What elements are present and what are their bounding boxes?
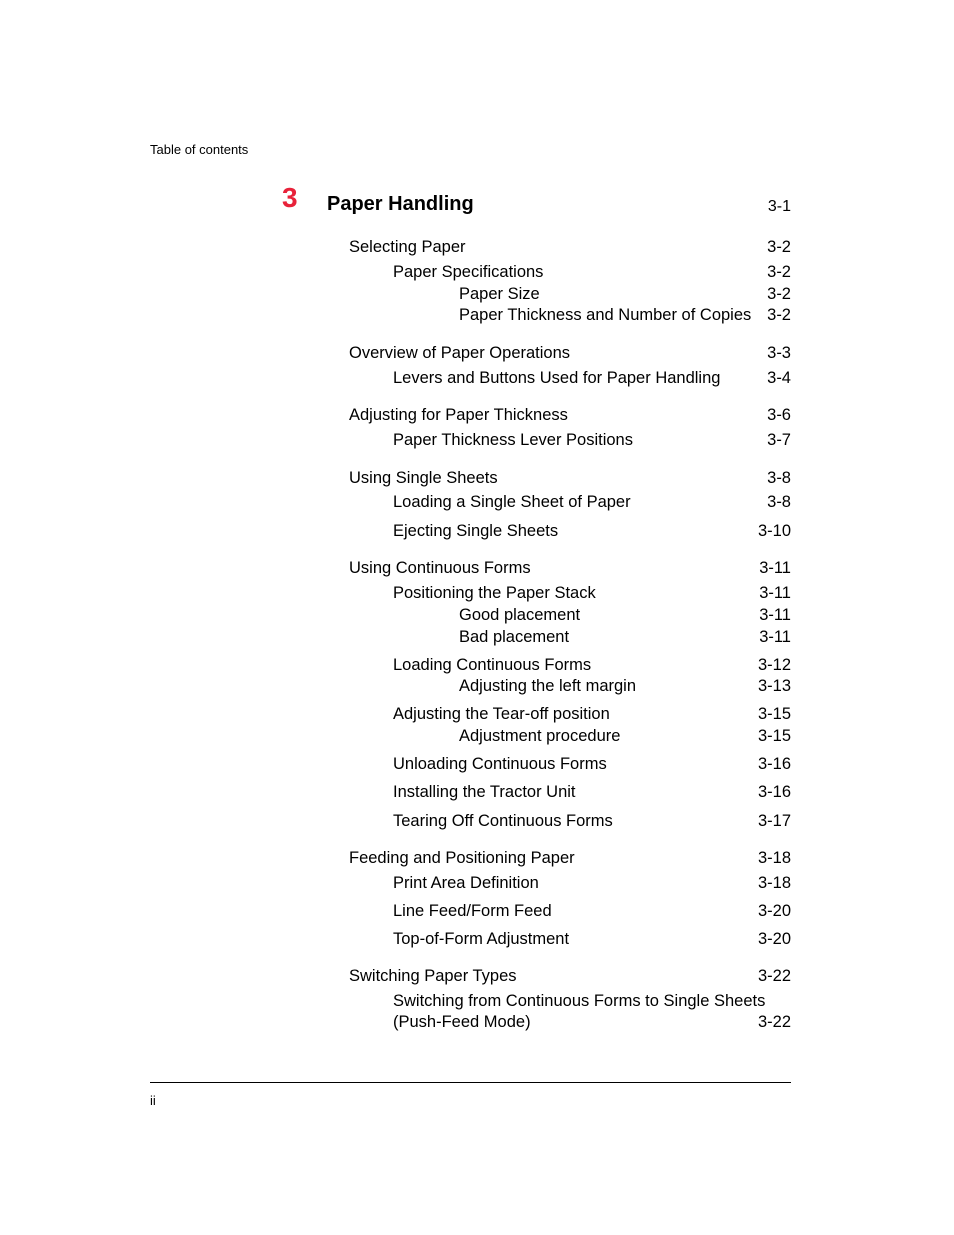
- toc-entry[interactable]: [393, 706, 791, 726]
- toc-entry-page: 3-16: [757, 755, 791, 773]
- toc-entry-label: (Push-Feed Mode): [393, 1013, 531, 1031]
- toc-entry[interactable]: [393, 523, 791, 543]
- toc-entry-page: 3-15: [757, 705, 791, 723]
- toc-entry[interactable]: [459, 678, 791, 698]
- toc-entry-label: Adjusting for Paper Thickness: [349, 406, 568, 424]
- toc-entry[interactable]: [393, 756, 791, 776]
- toc-entry[interactable]: [393, 432, 791, 452]
- toc-entry-page: 3-16: [757, 783, 791, 801]
- toc-entry-label: Positioning the Paper Stack: [393, 584, 596, 602]
- toc-entry[interactable]: [349, 560, 791, 580]
- toc-entry-label: Unloading Continuous Forms: [393, 755, 607, 773]
- toc-entry[interactable]: [459, 286, 791, 306]
- toc-entry-page: 3-12: [757, 656, 791, 674]
- toc-entry-page: 3-2: [767, 285, 791, 303]
- toc-entry[interactable]: [393, 903, 791, 923]
- toc-entry-page: 3-20: [757, 930, 791, 948]
- toc-entry-page: 3-20: [757, 902, 791, 920]
- toc-entry-page: 3-6: [767, 406, 791, 424]
- toc-entry-label: Paper Specifications: [393, 263, 544, 281]
- toc-entry-label: Bad placement: [459, 628, 570, 646]
- toc-entry[interactable]: [393, 784, 791, 804]
- toc-entry-label: Loading Continuous Forms: [393, 656, 592, 674]
- toc-entry-page: 3-2: [767, 238, 791, 256]
- toc-entry-page: 3-10: [757, 522, 791, 540]
- toc-entry-page: 3-7: [767, 431, 791, 449]
- toc-entry[interactable]: [393, 1014, 791, 1034]
- toc-entry-label: Switching Paper Types: [349, 967, 517, 985]
- toc-entry-page: 3-13: [757, 677, 791, 695]
- toc-entry-label: Tearing Off Continuous Forms: [393, 812, 613, 830]
- toc-entry[interactable]: [393, 657, 791, 677]
- toc-entry-page: 3-8: [767, 469, 791, 487]
- toc-entry[interactable]: [393, 494, 791, 514]
- toc-entry[interactable]: [459, 629, 791, 649]
- toc-entry-label: Print Area Definition: [393, 874, 539, 892]
- toc-entry[interactable]: [459, 728, 791, 748]
- toc-entry[interactable]: [349, 345, 791, 365]
- chapter-title[interactable]: Paper Handling: [327, 193, 474, 215]
- toc-entry-page: 3-22: [757, 967, 791, 985]
- toc-entry-label: Top-of-Form Adjustment: [393, 930, 570, 948]
- toc-entry-page: 3-4: [767, 369, 791, 387]
- toc-entry-page: 3-11: [759, 628, 791, 646]
- toc-entry-label: Paper Thickness Lever Positions: [393, 431, 633, 449]
- toc-entry-label: Selecting Paper: [349, 238, 466, 256]
- toc-entry[interactable]: [393, 875, 791, 895]
- toc-entry-label: Paper Thickness and Number of Copies: [459, 306, 752, 324]
- toc-entry-label: Line Feed/Form Feed: [393, 902, 552, 920]
- toc-entry[interactable]: [393, 585, 791, 605]
- toc-entry-page: 3-3: [767, 344, 791, 362]
- toc-entry-label: Paper Size: [459, 285, 540, 303]
- toc-entry[interactable]: [349, 407, 791, 427]
- toc-entry-label: Overview of Paper Operations: [349, 344, 571, 362]
- toc-entry-label: Adjusting the left margin: [459, 677, 637, 695]
- toc-entry-label: Feeding and Positioning Paper: [349, 849, 575, 867]
- toc-entry-page: 3-18: [757, 874, 791, 892]
- chapter-page-number: 3-1: [767, 198, 791, 215]
- toc-entry-page: 3-2: [767, 263, 791, 281]
- toc-entry-page: 3-2: [767, 306, 791, 324]
- toc-entry-label: Adjusting the Tear-off position: [393, 705, 610, 723]
- toc-entry-page: 3-11: [759, 559, 791, 577]
- toc-entry[interactable]: [349, 239, 791, 259]
- toc-entry[interactable]: [459, 607, 791, 627]
- toc-entry[interactable]: [393, 813, 791, 833]
- toc-entry-label: Loading a Single Sheet of Paper: [393, 493, 631, 511]
- footer-divider: [150, 1082, 791, 1083]
- toc-entry[interactable]: [459, 307, 791, 327]
- toc-entry-page: 3-18: [757, 849, 791, 867]
- toc-entry-page: 3-17: [757, 812, 791, 830]
- toc-entry-page: 3-8: [767, 493, 791, 511]
- toc-entry[interactable]: [393, 370, 791, 390]
- toc-entry[interactable]: [349, 968, 791, 988]
- toc-entry[interactable]: [393, 264, 791, 284]
- toc-entry-page: 3-11: [759, 606, 791, 624]
- toc-entry-page: 3-22: [757, 1013, 791, 1031]
- toc-entry-label: Good placement: [459, 606, 581, 624]
- toc-entry[interactable]: [393, 993, 791, 1013]
- toc-entry-label: Adjustment procedure: [459, 727, 621, 745]
- toc-entry-page: 3-11: [759, 584, 791, 602]
- toc-entry-label: Using Single Sheets: [349, 469, 498, 487]
- running-header: Table of contents: [150, 142, 249, 157]
- toc-entry[interactable]: [349, 470, 791, 490]
- chapter-number: 3: [282, 182, 298, 213]
- toc-entry-page: 3-15: [757, 727, 791, 745]
- toc-entry-label: Ejecting Single Sheets: [393, 522, 559, 540]
- footer-page-number: ii: [150, 1093, 156, 1108]
- toc-entry[interactable]: [349, 850, 791, 870]
- toc-entry-label: Levers and Buttons Used for Paper Handling: [393, 369, 721, 387]
- toc-entry-label: Installing the Tractor Unit: [393, 783, 576, 801]
- toc-entry-label: Using Continuous Forms: [349, 559, 531, 577]
- toc-entry[interactable]: [393, 931, 791, 951]
- toc-entry-label: Switching from Continuous Forms to Single Sheets: [393, 992, 766, 1010]
